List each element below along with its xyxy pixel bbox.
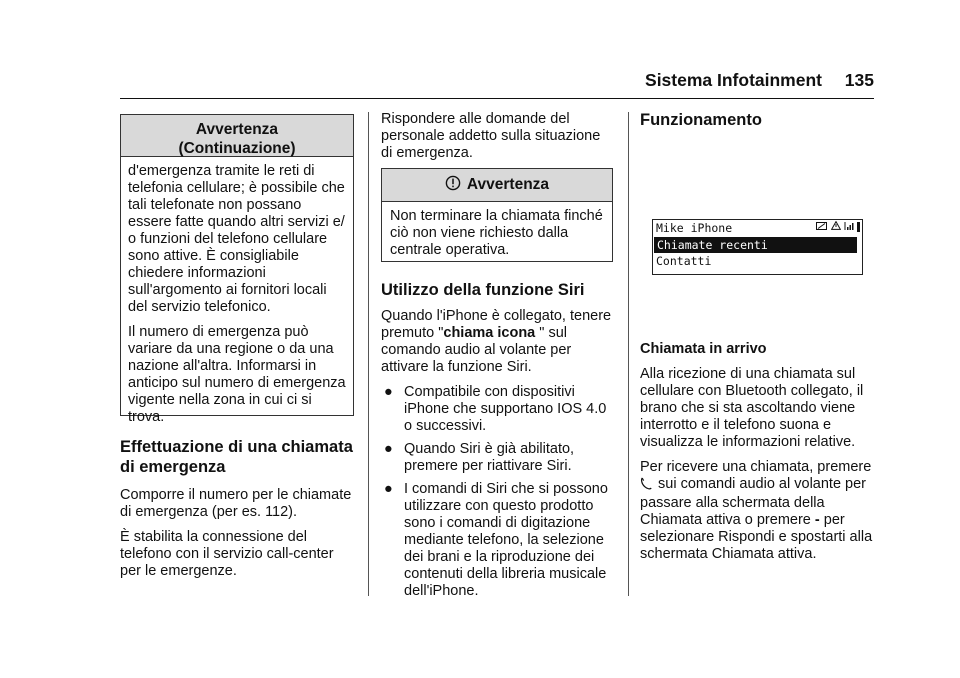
signal-icon	[844, 221, 854, 230]
bullet-text: Quando Siri è già abilitato, premere per riattivare Siri.	[404, 441, 575, 474]
incoming-call-paragraph-2	[640, 459, 874, 563]
emergency-call-heading: Effettuazione di una chiamata di emergenza	[120, 438, 353, 476]
screen-title-row	[653, 220, 862, 237]
siri-heading: Utilizzo della funzione Siri	[381, 281, 585, 299]
emergency-call-paragraph-2: È stabilita la connessione del telefono con il servizio call-center per le emergenze.	[120, 529, 334, 579]
section-title: Sistema Infotainment	[645, 70, 822, 90]
alert-icon	[831, 221, 841, 230]
phone-display-screen	[652, 219, 863, 275]
minus-symbol: -	[814, 512, 820, 528]
device-name: Mike iPhone	[656, 221, 733, 235]
column-divider-1	[368, 112, 369, 596]
funzionamento-heading: Funzionamento	[640, 111, 762, 129]
bullet-icon: ●	[384, 441, 393, 457]
status-icons	[816, 221, 854, 230]
warning-body: Non terminare la chiamata finché ciò non viene richiesto dalla centrale operativa.	[390, 208, 603, 258]
page-number: 135	[844, 70, 874, 90]
scroll-indicator	[857, 222, 860, 232]
warning-box-body	[121, 157, 353, 440]
phone-handset-icon	[640, 477, 654, 495]
warning-paragraph-1: d'emergenza tramite le reti di telefonia cellulare; è possibile che tali telefonate non possano essere fatte quando altri servizi e/ o funzioni del telefono cellulare sono attive. È consigliabile chiedere informazioni sull'argomento ai fornitori locali del servizio telefonico.	[128, 163, 345, 315]
bullet-icon: ●	[384, 384, 393, 400]
list-item	[381, 384, 615, 435]
warning-paragraph-2: Il numero di emergenza può variare da una regione o da una nazione all'altra. Informarsi in anticipo sul numero di emergenza vigente nella zona in cui ci si trova.	[128, 324, 346, 425]
header-rule	[120, 98, 874, 99]
warning-box-header	[382, 169, 612, 202]
siri-text-pre: Quando l'iPhone è collegato, tenere premuto "	[381, 308, 612, 341]
column-2-siri	[381, 280, 615, 606]
warning-box-continued	[120, 114, 354, 425]
siri-text-bold: chiama icona	[443, 325, 536, 341]
warning-box-header	[121, 115, 353, 157]
column-divider-2	[628, 112, 629, 596]
column-3-text	[640, 341, 874, 571]
emergency-call-paragraph-1: Comporre il numero per le chiamate di emergenza (per es. 112).	[120, 487, 352, 520]
list-item	[381, 441, 615, 475]
bullet-text: Compatibile con dispositivi iPhone che supportano IOS 4.0 o successivi.	[404, 384, 607, 434]
bullet-icon: ●	[384, 481, 393, 497]
warning-icon	[445, 175, 461, 196]
warning-title: Avvertenza	[466, 176, 550, 193]
incoming-text-pre: Per ricevere una chiamata, premere	[640, 459, 872, 475]
warning-box	[381, 168, 613, 262]
column-2-intro	[381, 111, 613, 170]
bullet-text: I comandi di Siri che si possono utilizzare con questo prodotto sono i comandi di digitazione mediante telefono, la selezione dei brani e la riproduzione dei contenuti della libreria musicale dell'iPhone.	[404, 481, 608, 599]
incoming-text-post: sui comandi audio al volante per passare alla schermata della Chiamata attiva o premere	[640, 476, 866, 528]
battery-icon	[816, 222, 828, 230]
incoming-text-tail: per selezionare Rispondi e spostarti alla schermata Chiamata attiva.	[640, 512, 873, 562]
screen-item-contacts[interactable]: Contatti	[656, 254, 712, 268]
warning-subtitle: (Continuazione)	[178, 140, 296, 157]
warning-title: Avvertenza	[195, 121, 279, 138]
intro-paragraph: Rispondere alle domande del personale addetto sulla situazione di emergenza.	[381, 111, 601, 161]
siri-paragraph	[381, 308, 615, 376]
incoming-call-paragraph-1: Alla ricezione di una chiamata sul cellulare con Bluetooth collegato, il brano che si sta ascoltando viene interrotto e il telefono suona e visualizza le informazioni relative.	[640, 366, 864, 450]
column-1-text	[120, 437, 356, 588]
list-item	[381, 481, 615, 600]
screen-item-recent-calls[interactable]: Chiamate recenti	[654, 237, 857, 253]
incoming-call-subheading: Chiamata in arrivo	[640, 341, 767, 357]
siri-text-post: " sul comando audio al volante per attivare la funzione Siri.	[381, 325, 572, 375]
